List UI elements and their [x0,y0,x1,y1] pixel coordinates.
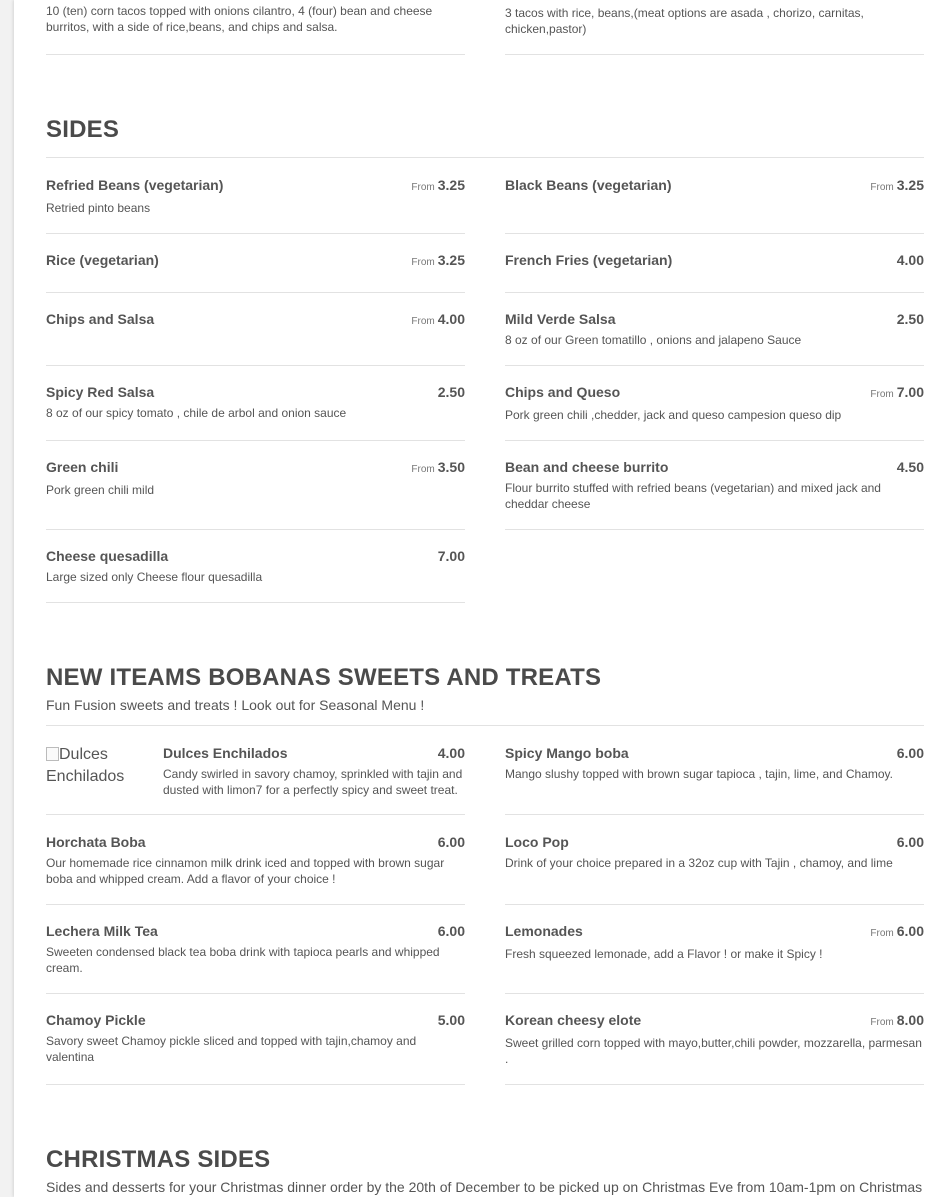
divider [505,440,924,441]
item-name: Spicy Mango boba [505,745,629,761]
section-title-sides: SIDES [46,116,120,143]
divider [505,529,924,530]
item-name: Cheese quesadilla [46,548,169,564]
item-name: Korean cheesy elote [505,1012,642,1028]
divider [505,1084,924,1085]
menu-panel [14,0,950,1197]
item-name: Bean and cheese burrito [505,459,669,475]
item-description: 8 oz of our spicy tomato , chile de arbol and onion sauce [46,406,347,420]
item-description: Candy swirled in savory chamoy, sprinkled with tajin and dusted with limon7 for a perfectly spicy and sweet treat. [163,767,463,797]
item-price [438,384,465,400]
item-description: Pork green chili ,chedder, jack and queso campesion queso dip [505,408,842,422]
item-price [438,834,465,850]
section-title-sweets: NEW ITEAMS BOBANAS SWEETS AND TREATS [46,664,602,691]
item-price [870,1012,924,1028]
divider [46,602,465,603]
price-value: 3.50 [437,459,465,475]
item-name: Lechera Milk Tea [46,923,158,939]
section-title-christmas: CHRISTMAS SIDES [46,1146,271,1173]
item-name: Refried Beans (vegetarian) [46,177,224,193]
divider [46,54,465,55]
item-name: Horchata Boba [46,834,146,850]
item-price [870,384,924,400]
price-value: 2.50 [896,311,924,327]
broken-image-icon [46,747,59,761]
price-from-label: From [870,389,894,400]
item-price [897,834,924,850]
item-name: Chamoy Pickle [46,1012,146,1028]
item-price [897,745,924,761]
item-name: Chips and Salsa [46,311,155,327]
item-name: Black Beans (vegetarian) [505,177,672,193]
item-name: Chips and Queso [505,384,621,400]
divider [46,1084,465,1085]
price-from-label: From [411,257,435,268]
item-price [411,252,465,268]
item-name: Rice (vegetarian) [46,252,159,268]
price-value: 4.00 [896,252,924,268]
item-price [897,459,924,475]
item-price [438,1012,465,1028]
price-value: 5.00 [437,1012,465,1028]
price-from-label: From [411,316,435,327]
price-value: 6.00 [437,834,465,850]
item-name: Green chili [46,459,119,475]
item-price [870,923,924,939]
price-from-label: From [411,464,435,475]
item-description: 8 oz of our Green tomatillo , onions and jalapeno Sauce [505,333,802,347]
price-value: 8.00 [896,1012,924,1028]
price-value: 6.00 [896,745,924,761]
price-from-label: From [870,1017,894,1028]
divider [505,993,924,994]
item-description: Sweeten condensed black tea boba drink with tapioca pearls and whipped cream. [46,945,440,975]
item-price [438,745,465,761]
divider [505,365,924,366]
price-value: 3.25 [896,177,924,193]
item-price [438,923,465,939]
divider [46,814,465,815]
item-description: 10 (ten) corn tacos topped with onions cilantro, 4 (four) bean and cheese burritos, with a side of rice,beans, and chips and salsa. [46,4,433,34]
price-value: 6.00 [437,923,465,939]
item-description: Retried pinto beans [46,201,151,215]
divider [505,292,924,293]
item-price [438,548,465,564]
item-description: 3 tacos with rice, beans,(meat options are asada , chorizo, carnitas, chicken,pastor) [505,6,864,36]
item-price [411,311,465,327]
price-value: 4.00 [437,311,465,327]
price-value: 3.25 [437,252,465,268]
divider [46,233,465,234]
divider [46,993,465,994]
divider [46,529,465,530]
divider [505,814,924,815]
divider [46,365,465,366]
price-from-label: From [411,182,435,193]
item-description: Flour burrito stuffed with refried beans (vegetarian) and mixed jack and cheddar cheese [505,481,881,511]
price-value: 3.25 [437,177,465,193]
item-price [897,252,924,268]
item-description: Mango slushy topped with brown sugar tapioca , tajin, lime, and Chamoy. [505,767,893,781]
price-value: 7.00 [896,384,924,400]
section-description: Fun Fusion sweets and treats ! Look out for Seasonal Menu ! [46,697,425,713]
item-description: Savory sweet Chamoy pickle sliced and topped with tajin,chamoy and valentina [46,1034,417,1064]
item-price [897,311,924,327]
divider [46,292,465,293]
price-value: 7.00 [437,548,465,564]
item-image-alt: Dulces Enchilados [46,746,125,785]
item-price [411,177,465,193]
divider [46,904,465,905]
item-name: Lemonades [505,923,583,939]
item-name: Loco Pop [505,834,569,850]
divider [46,157,924,158]
item-description: Pork green chili mild [46,483,155,497]
price-value: 4.50 [896,459,924,475]
divider [505,233,924,234]
divider [505,904,924,905]
price-from-label: From [870,928,894,939]
section-description: Sides and desserts for your Christmas dinner order by the 20th of December to be picked up on Christmas Eve from 10am-1pm on Christmas [46,1179,923,1195]
item-image [46,744,156,788]
item-name: Spicy Red Salsa [46,384,155,400]
divider [46,440,465,441]
price-value: 2.50 [437,384,465,400]
price-value: 6.00 [896,834,924,850]
item-description: Sweet grilled corn topped with mayo,butter,chili powder, mozzarella, parmesan . [505,1036,922,1066]
item-name: French Fries (vegetarian) [505,252,673,268]
item-name: Dulces Enchilados [163,745,288,761]
item-description: Fresh squeezed lemonade, add a Flavor ! or make it Spicy ! [505,947,823,961]
price-value: 6.00 [896,923,924,939]
item-price [870,177,924,193]
item-description: Drink of your choice prepared in a 32oz cup with Tajin , chamoy, and lime [505,856,893,870]
divider [505,54,924,55]
item-name: Mild Verde Salsa [505,311,616,327]
item-price [411,459,465,475]
price-value: 4.00 [437,745,465,761]
item-description: Large sized only Cheese flour quesadilla [46,570,263,584]
item-description: Our homemade rice cinnamon milk drink iced and topped with brown sugar boba and whipped cream. Add a flavor of your choice ! [46,856,445,886]
price-from-label: From [870,182,894,193]
divider [46,725,924,726]
